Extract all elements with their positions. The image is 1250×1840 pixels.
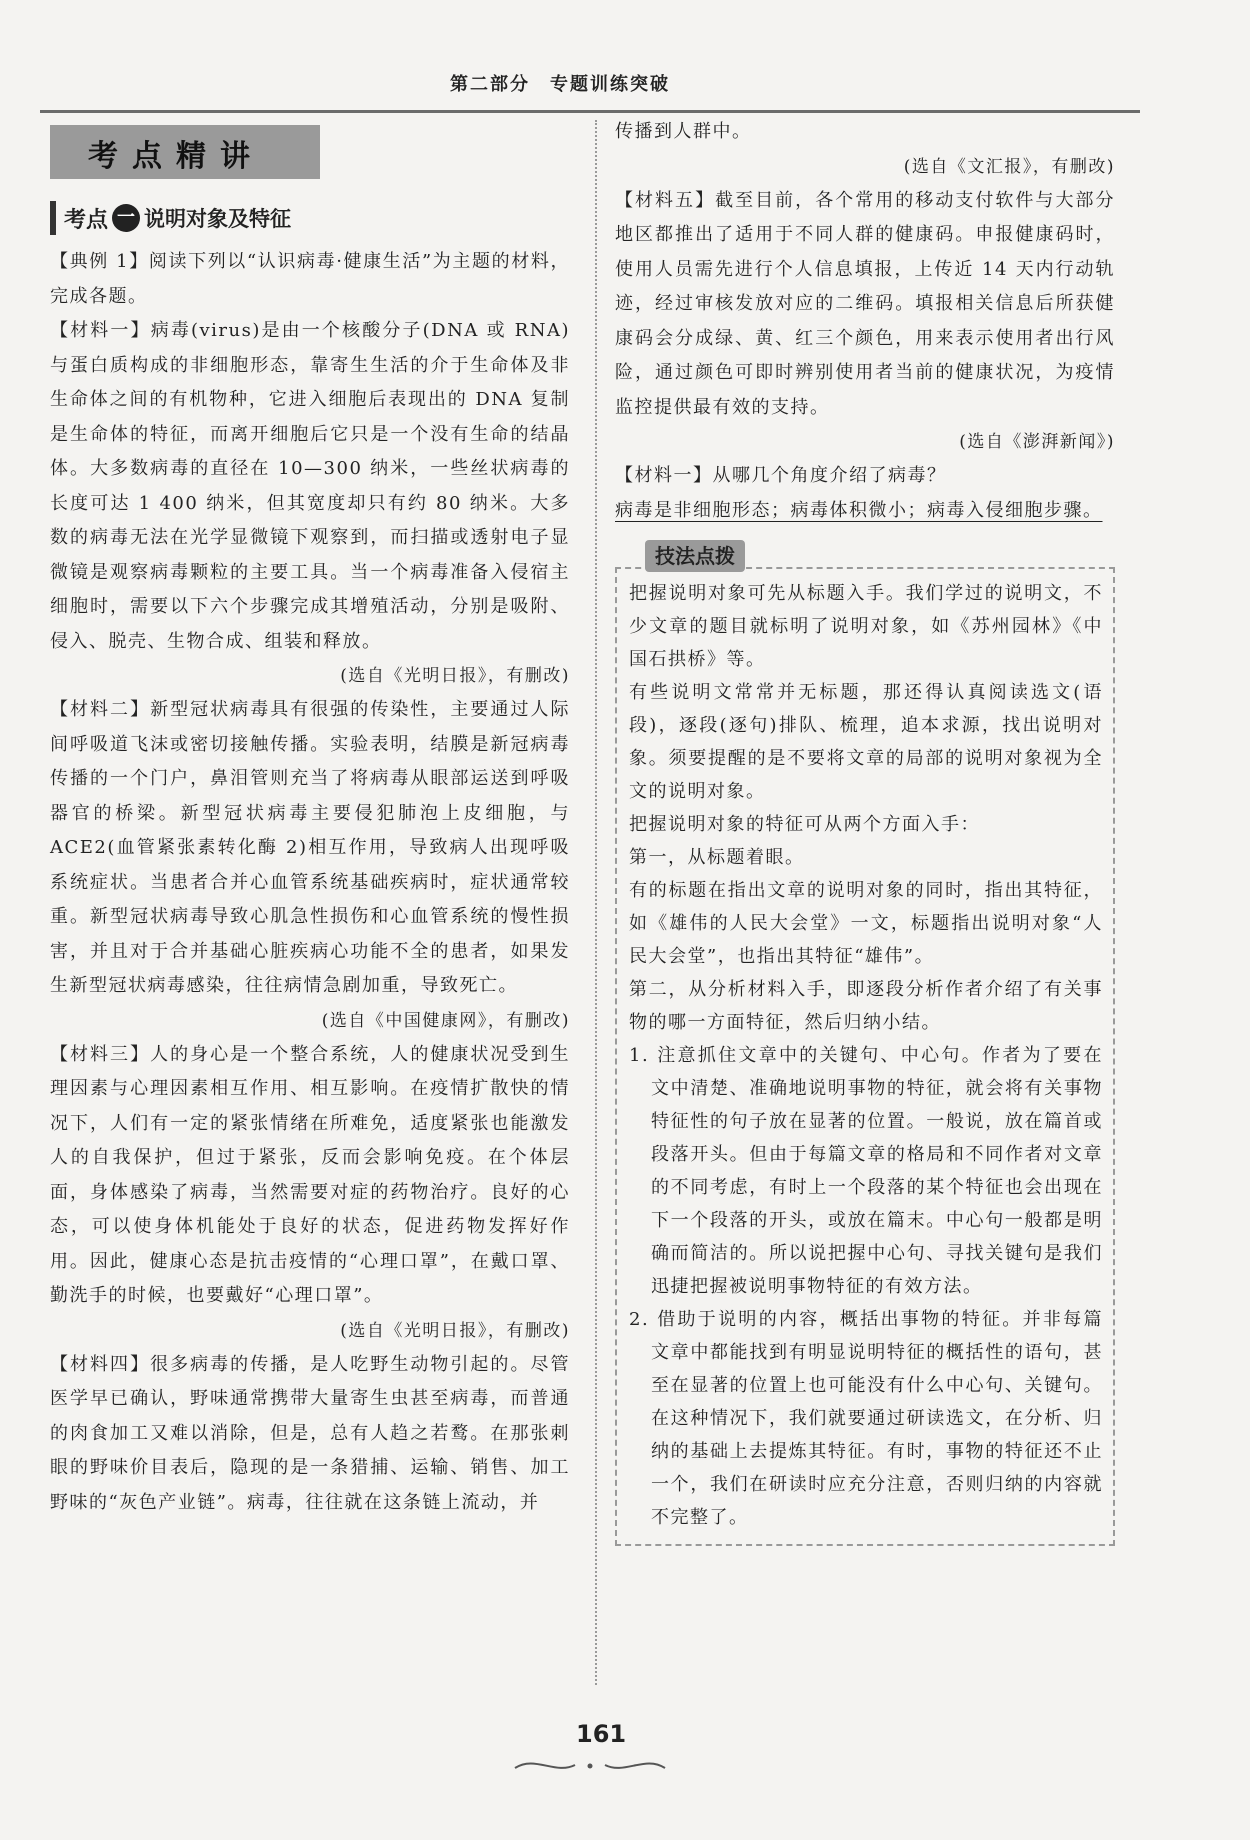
material-5-source: (选自《澎湃新闻》) <box>959 432 1115 452</box>
material-4-continued: 传播到人群中。 <box>615 121 752 142</box>
tips-title: 技法点拨 <box>645 540 745 572</box>
left-column <box>50 115 570 1520</box>
heading-bar <box>50 201 56 235</box>
tip-item: 2. 借助于说明的内容，概括出事物的特征。并非每篇文章中都能找到有明显说明特征的概括性的语句，甚至在显著的位置上也可能没有什么中心句、关键句。在这种情况下，我们就要通过研读选文，在分析、归纳的基础上去提炼其特征。有时，事物的特征还不止一个，我们在研读时应充分注意，否则归纳的内容就不完整了。 <box>629 1309 1103 1528</box>
column-divider <box>595 120 597 1685</box>
material-3-source: (选自《光明日报》，有删改) <box>340 1320 570 1341</box>
running-header <box>40 60 1140 113</box>
right-column <box>615 115 1115 1546</box>
material-1-source: (选自《光明日报》，有删改) <box>340 666 570 686</box>
material-4: 【材料四】很多病毒的传播，是人吃野生动物引起的。尽管医学早已确认，野味通常携带大量寄生虫甚至病毒，而普通的肉食加工又难以消除，但是，总有人趋之若鹜。在那张刺眼的野味价目表后，隐现的是一条猎捕、运输、销售、加工野味的“灰色产业链”。病毒，往往就在这条链上流动，并 <box>50 1353 570 1513</box>
tip-paragraph: 把握说明对象可先从标题入手。我们学过的说明文，不少文章的题目就标明了说明对象，如《苏州园林》《中国石拱桥》等。 <box>629 583 1103 670</box>
question: 【材料一】从哪几个角度介绍了病毒？ <box>615 465 947 486</box>
tip-paragraph: 有些说明文常常并无标题，那还得认真阅读选文(语段)，逐段(逐句)排队、梳理，追本求源，找出说明对象。须要提醒的是不要将文章的局部的说明对象视为全文的说明对象。 <box>629 682 1103 802</box>
material-2: 【材料二】新型冠状病毒具有很强的传染性，主要通过人际间呼吸道飞沫或密切接触传播。实验表明，结膜是新冠病毒传播的一个门户，鼻泪管则充当了将病毒从眼部运送到呼吸器官的桥梁。新型冠状病毒主要侵犯肺泡上皮细胞，与 ACE2(血管紧张素转化酶 2)相互作用，导致病人出现呼吸系统症状。当患者合并心血管系统基础疾病时，症状通常较重。新型冠状病毒导致心肌急性损伤和心血管系统的慢性损害，并且对于合并基础心脏疾病心功能不全的患者，如果发生新型冠状病毒感染，往往病情急剧加重，导致死亡。 <box>50 699 570 996</box>
tip-paragraph: 把握说明对象的特征可从两个方面入手： <box>629 814 980 835</box>
tips-box <box>615 567 1115 1546</box>
material-3: 【材料三】人的身心是一个整合系统，人的健康状况受到生理因素与心理因素相互作用、相互影响。在疫情扩散快的情况下，人们有一定的紧张情绪在所难免，适度紧张也能激发人的自我保护，但过于紧张，反而会影响免疫。在个体层面，身体感染了病毒，当然需要对症的药物治疗。良好的心态，可以使身体机能处于良好的状态，促进药物发挥好作用。因此，健康心态是抗击疫情的“心理口罩”，在戴口罩、勤洗手的时候，也要戴好“心理口罩”。 <box>50 1043 570 1306</box>
example-intro: 【典例 1】阅读下列以“认识病毒·健康生活”为主题的材料，完成各题。 <box>50 251 570 307</box>
header-title: 第二部分 专题训练突破 <box>450 74 670 95</box>
section-title: 考点精讲 <box>88 139 264 174</box>
footer-ornament-icon <box>510 1750 670 1780</box>
kaodian-label: 考点 <box>64 207 109 233</box>
material-1: 【材料一】病毒(virus)是由一个核酸分子(DNA 或 RNA)与蛋白质构成的非细胞形态，靠寄生生活的介于生命体及非生命体之间的有机物种，它进入细胞后表现出的 DNA 复制是生命体的特征，而离开细胞后它只是一个没有生命的结晶体。大多数病毒的直径在 10—300 纳米，一些丝状病毒的长度可达 1 400 纳米，但其宽度却只有约 80 纳米。大多数的病毒无法在光学显微镜下观察到，而扫描或透射电子显微镜是观察病毒颗粒的主要工具。当一个病毒准备入侵宿主细胞时，需要以下六个步骤完成其增殖活动，分别是吸附、侵入、脱壳、生物合成、组装和释放。 <box>50 320 570 652</box>
tip-paragraph: 第二，从分析材料入手，即逐段分析作者介绍了有关事物的哪一方面特征，然后归纳小结。 <box>629 979 1103 1033</box>
tip-item: 1. 注意抓住文章中的关键句、中心句。作者为了要在文中清楚、准确地说明事物的特征，就会将有关事物特征性的句子放在显著的位置。一般说，放在篇首或段落开头。但由于每篇文章的格局和不同作者对文章的不同考虑，有时上一个段落的某个特征也会出现在下一个段落的开头，或放在篇末。中心句一般都是明确而简洁的。所以说把握中心句、寻找关键句是我们迅捷把握被说明事物特征的有效方法。 <box>629 1045 1103 1297</box>
tips-heading <box>645 540 745 569</box>
section-banner <box>50 125 320 179</box>
kaodian-number: 一 <box>112 204 140 232</box>
textbook-page <box>40 60 1190 1840</box>
kaodian-title: 说明对象及特征 <box>144 207 292 231</box>
material-2-source: (选自《中国健康网》，有删改) <box>321 1010 570 1031</box>
answer: 病毒是非细胞形态；病毒体积微小；病毒入侵细胞步骤。 <box>615 499 1103 521</box>
page-number: 161 <box>576 1720 627 1748</box>
material-5: 【材料五】截至目前，各个常用的移动支付软件与大部分地区都推出了适用于不同人群的健康码。申报健康码时，使用人员需先进行个人信息填报，上传近 14 天内行动轨迹，经过审核发放对应的二维码。填报相关信息后所获健康码会分成绿、黄、红三个颜色，用来表示使用者出行风险，通过颜色可即时辨别使用者当前的健康状况，为疫情监控提供最有效的支持。 <box>615 189 1115 418</box>
tip-paragraph: 第一，从标题着眼。 <box>629 847 805 868</box>
material-4-source: (选自《文汇报》，有删改) <box>903 156 1115 177</box>
kaodian-heading <box>50 201 570 235</box>
tip-paragraph: 有的标题在指出文章的说明对象的同时，指出其特征，如《雄伟的人民大会堂》一文，标题指出说明对象“人民大会堂”，也指出其特征“雄伟”。 <box>629 880 1103 967</box>
